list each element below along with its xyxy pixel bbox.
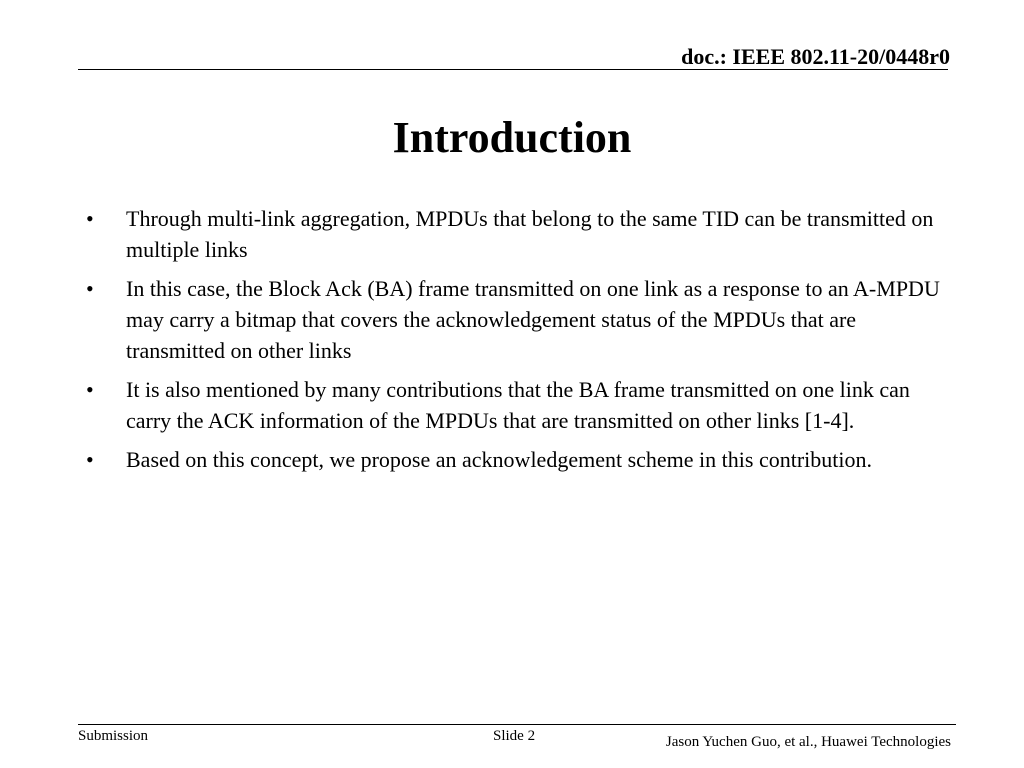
bullet-dot-icon: • — [86, 276, 94, 301]
bullet-text: Based on this concept, we propose an acknowledgement scheme in this contribution. — [126, 447, 872, 472]
bullet-text: It is also mentioned by many contributions that the BA frame transmitted on one link can carry the ACK information of the MPDUs that are transmitted on other links [1-4]. — [126, 377, 910, 433]
bullet-dot-icon: • — [86, 447, 94, 472]
bullet-dot-icon: • — [86, 377, 94, 402]
footer-submission: Submission — [78, 728, 149, 744]
bullet-dot-icon: • — [86, 206, 94, 231]
header-divider — [78, 69, 948, 70]
bullet-item — [86, 203, 946, 265]
footer-divider — [78, 724, 956, 725]
bullet-text: In this case, the Block Ack (BA) frame transmitted on one link as a response to an A-MPDU may carry a bitmap that covers the acknowledgement status of the MPDUs that are transmitted on other links — [126, 276, 940, 363]
footer-author: Jason Yuchen Guo, et al., Huawei Technologies — [665, 734, 951, 750]
bullet-list — [86, 203, 946, 483]
footer-slide-number: Slide 2 — [493, 728, 536, 744]
bullet-item — [86, 273, 946, 366]
bullet-text: Through multi-link aggregation, MPDUs that belong to the same TID can be transmitted on multiple links — [126, 206, 934, 262]
document-id: doc.: IEEE 802.11-20/0448r0 — [681, 44, 950, 69]
bullet-item — [86, 444, 946, 475]
slide-title: Introduction — [392, 113, 632, 162]
bullet-item — [86, 374, 946, 436]
